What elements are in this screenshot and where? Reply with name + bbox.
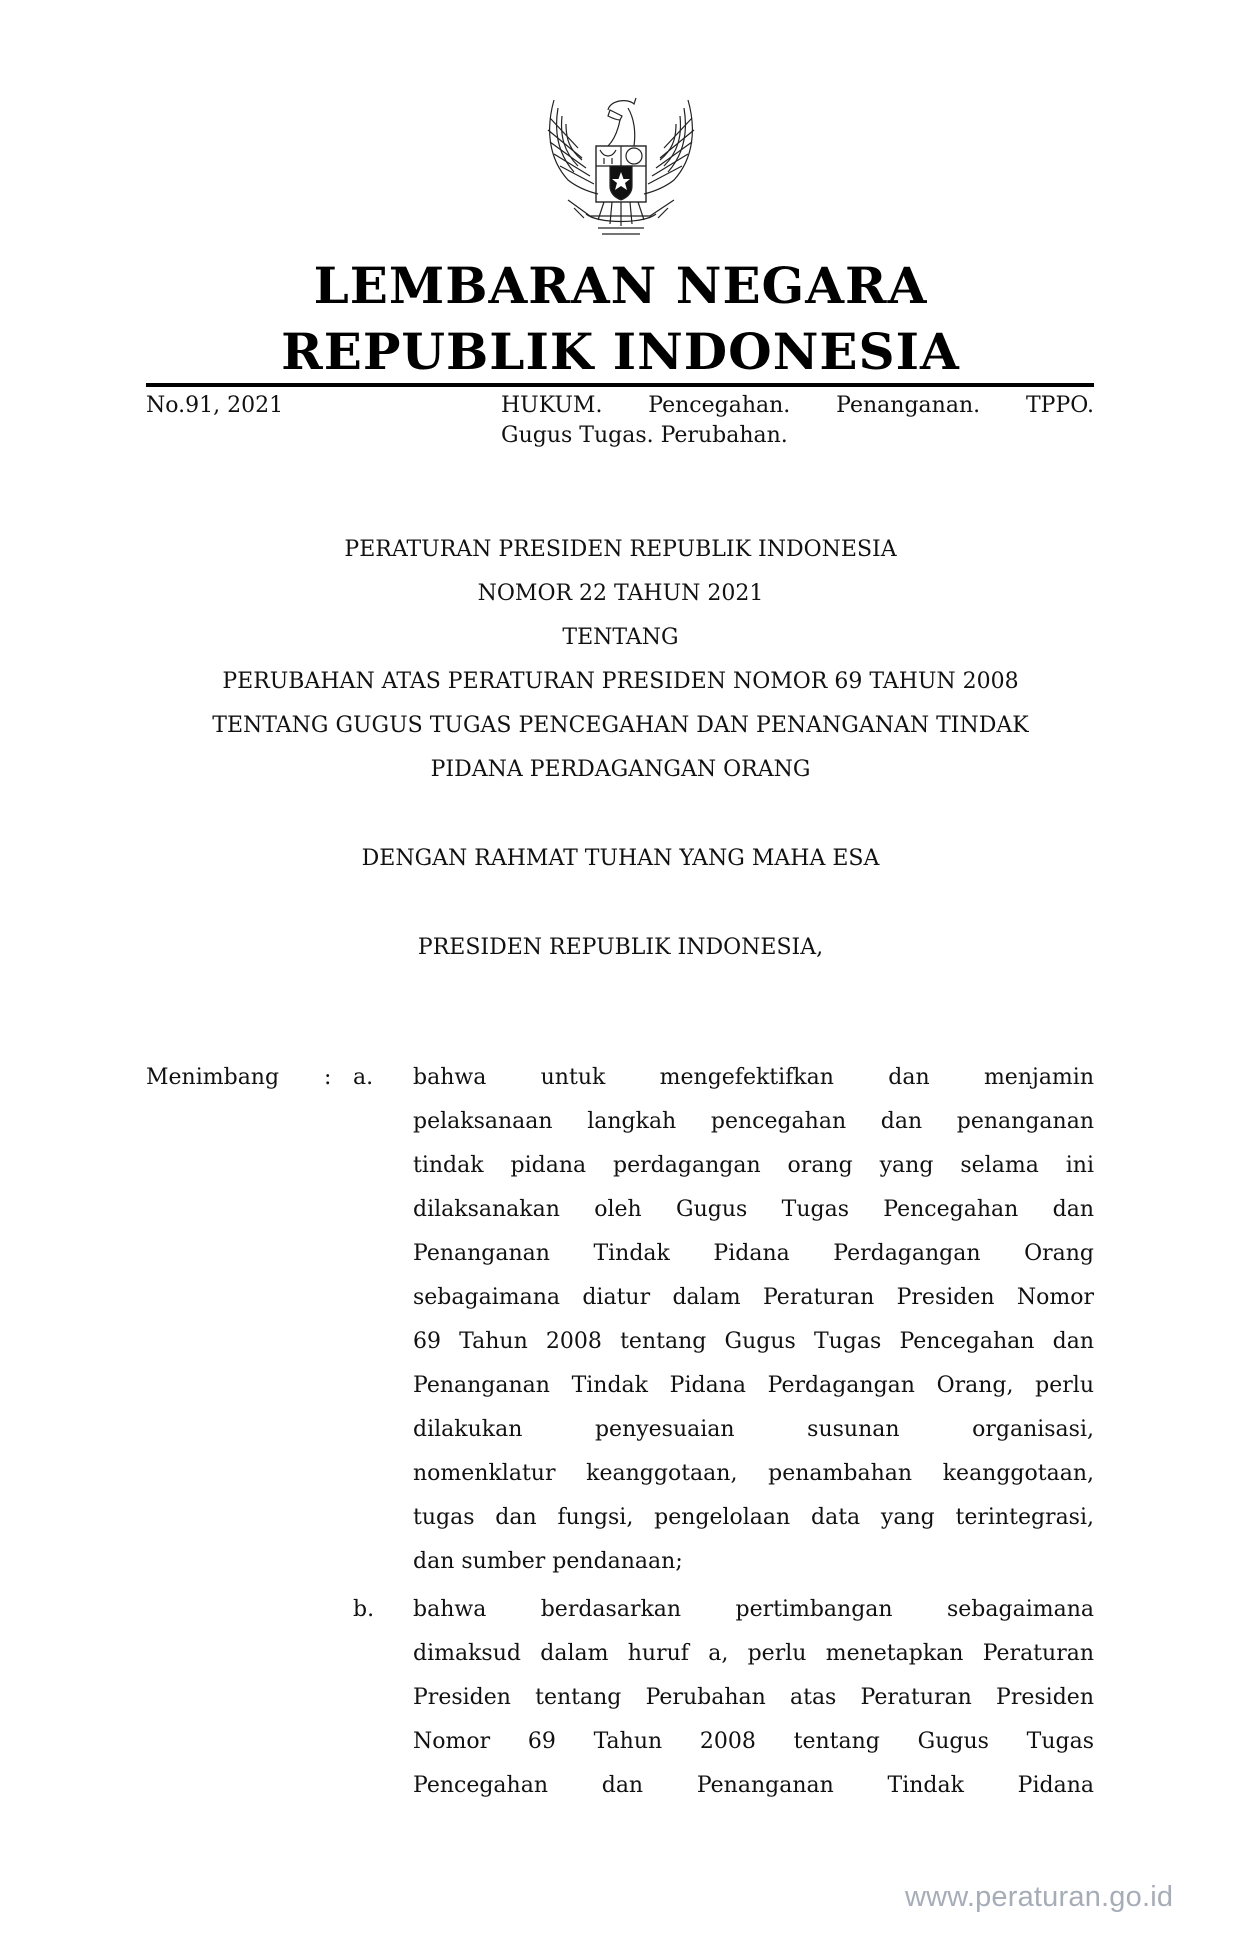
masthead-divider <box>146 383 1094 387</box>
text-line: dilaksanakan oleh Gugus Tugas Pencegahan dan <box>413 1197 1094 1222</box>
considerations-label: Menimbang <box>146 1065 280 1090</box>
authority: PRESIDEN REPUBLIK INDONESIA, <box>417 935 824 960</box>
text-line: Presiden tentang Perubahan atas Peraturan Presiden <box>413 1685 1094 1710</box>
regulation-number: NOMOR 22 TAHUN 2021 <box>477 581 764 606</box>
regulation-title-line2: TENTANG GUGUS TUGAS PENCEGAHAN DAN PENANGANAN TINDAK <box>212 713 1029 738</box>
consideration-marker-a: a. <box>353 1065 374 1090</box>
garuda-emblem-icon <box>538 88 704 240</box>
text-line: dan sumber pendanaan; <box>413 1549 683 1574</box>
consideration-marker-b: b. <box>353 1597 375 1622</box>
subject-keywords <box>501 391 1094 451</box>
text-line: Penanganan Tindak Pidana Perdagangan Orang <box>413 1241 1094 1266</box>
regulation-title-line1: PERUBAHAN ATAS PERATURAN PRESIDEN NOMOR 69 TAHUN 2008 <box>222 669 1019 694</box>
subject-keywords-line2: Gugus Tugas. Perubahan. <box>501 423 788 448</box>
text-line: pelaksanaan langkah pencegahan dan penanganan <box>413 1109 1094 1134</box>
consideration-item-b <box>413 1588 1094 1808</box>
subject-keywords-line1: HUKUM. Pencegahan. Penanganan. TPPO. <box>501 393 1094 418</box>
text-line: sebagaimana diatur dalam Peraturan Presiden Nomor <box>413 1285 1094 1310</box>
consideration-item-a <box>413 1056 1094 1584</box>
text-line: tindak pidana perdagangan orang yang selama ini <box>413 1153 1094 1178</box>
text-line: bahwa untuk mengefektifkan dan menjamin <box>413 1065 1094 1090</box>
text-line: tugas dan fungsi, pengelolaan data yang terintegrasi, <box>413 1505 1094 1530</box>
masthead-title-line1: LEMBARAN NEGARA <box>313 256 928 315</box>
source-watermark: www.peraturan.go.id <box>905 1881 1174 1913</box>
text-line: dimaksud dalam huruf a, perlu menetapkan Peraturan <box>413 1641 1094 1666</box>
text-line: 69 Tahun 2008 tentang Gugus Tugas Pencegahan dan <box>413 1329 1094 1354</box>
masthead-title-line2: REPUBLIK INDONESIA <box>281 322 960 381</box>
text-line: bahwa berdasarkan pertimbangan sebagaimana <box>413 1597 1094 1622</box>
regulation-title-line3: PIDANA PERDAGANGAN ORANG <box>430 757 811 782</box>
considerations-colon: : <box>324 1065 332 1090</box>
text-line: nomenklatur keanggotaan, penambahan keanggotaan, <box>413 1461 1094 1486</box>
text-line: Penanganan Tindak Pidana Perdagangan Orang, perlu <box>413 1373 1094 1398</box>
text-line: Pencegahan dan Penanganan Tindak Pidana <box>413 1773 1094 1798</box>
issue-number: No.91, 2021 <box>146 393 284 418</box>
invocation: DENGAN RAHMAT TUHAN YANG MAHA ESA <box>361 846 880 871</box>
regulation-type: PERATURAN PRESIDEN REPUBLIK INDONESIA <box>344 537 897 562</box>
text-line: Nomor 69 Tahun 2008 tentang Gugus Tugas <box>413 1729 1094 1754</box>
text-line: dilakukan penyesuaian susunan organisasi, <box>413 1417 1094 1442</box>
regulation-about-label: TENTANG <box>562 625 679 650</box>
